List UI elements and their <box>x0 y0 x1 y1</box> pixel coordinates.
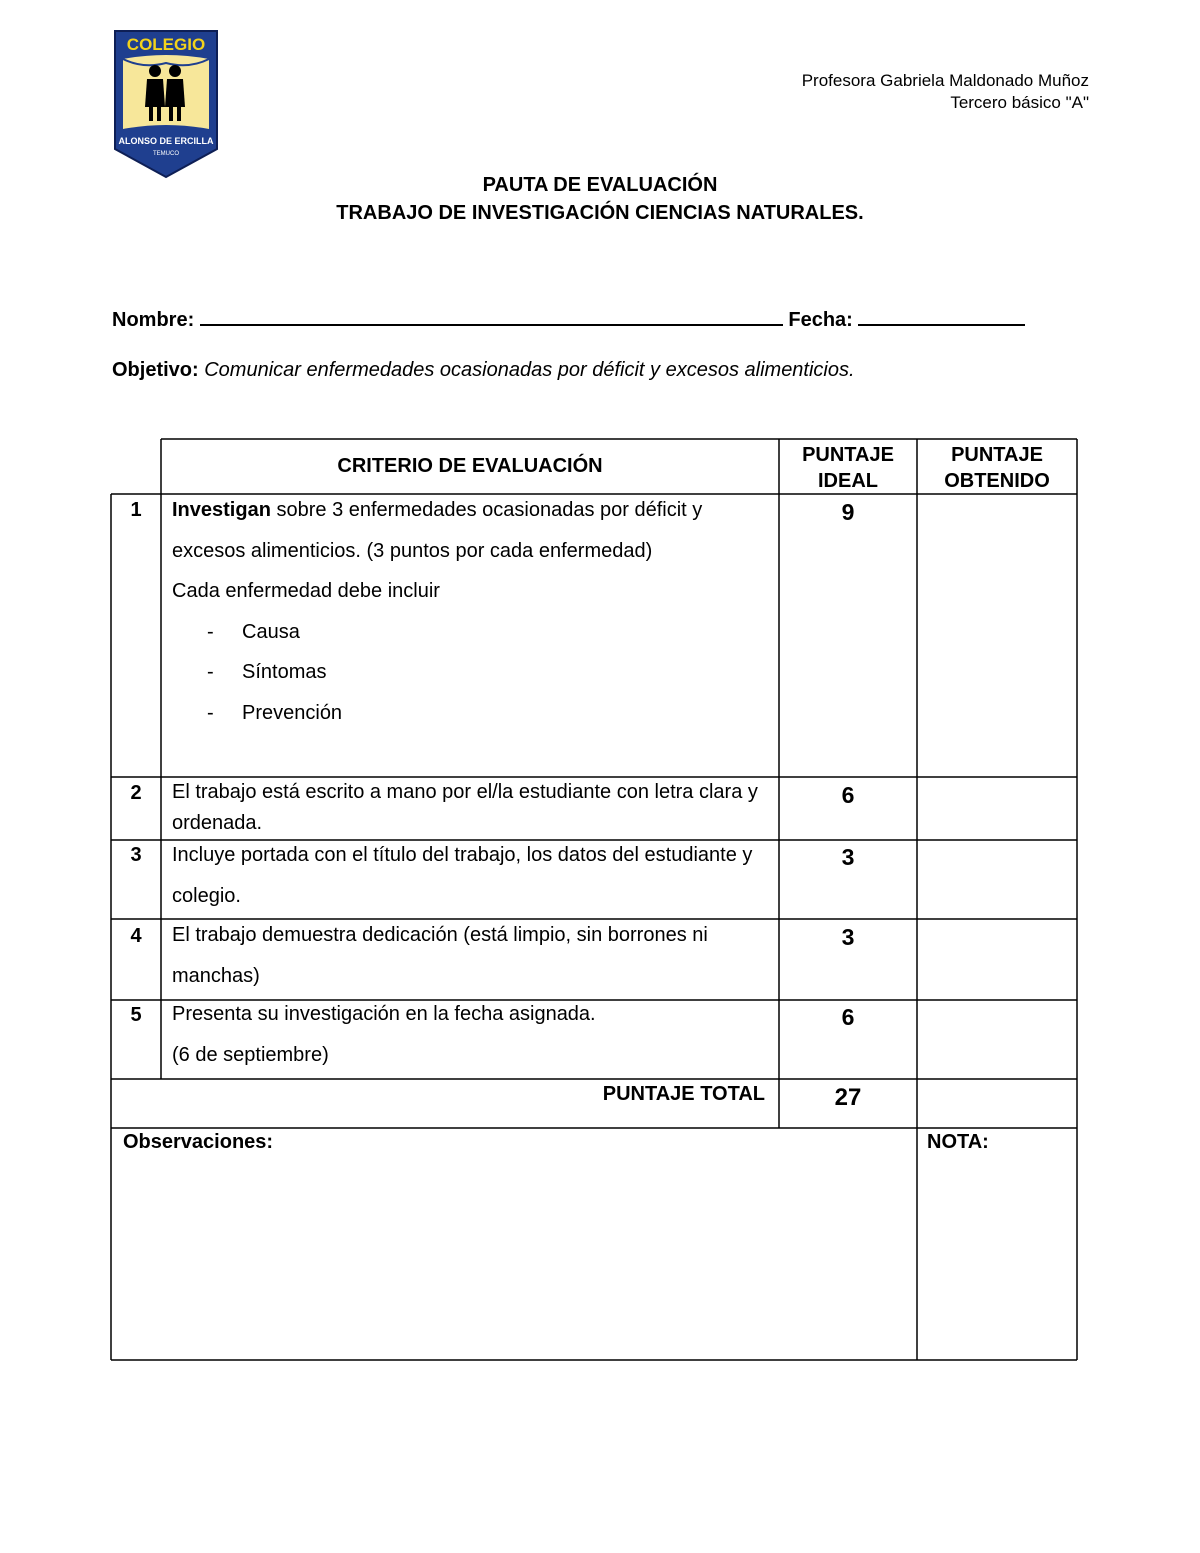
criterion-1-item-1: Causa <box>242 620 300 643</box>
ideal-score-3: 3 <box>841 844 855 870</box>
row-number: 1 <box>130 499 142 521</box>
course-name: Tercero básico "A" <box>950 93 1089 112</box>
obtained-score-4[interactable] <box>918 920 1076 999</box>
ideal-score-2: 6 <box>841 782 855 808</box>
objective-label: Objetivo: <box>112 359 199 381</box>
logo-city-text: TEMUCO <box>153 151 179 157</box>
teacher-name: Profesora Gabriela Maldonado Muñoz <box>801 71 1089 90</box>
criterion-1-item-3: Prevención <box>242 701 343 724</box>
ideal-score-5: 6 <box>841 1004 855 1030</box>
ideal-score-1: 9 <box>841 499 855 525</box>
total-value: 27 <box>834 1084 862 1111</box>
criterion-1-bold: Investigan <box>172 499 271 521</box>
obtained-score-5[interactable] <box>918 1001 1076 1078</box>
objective-text: Comunicar enfermedades ocasionadas por déficit y excesos alimenticios. <box>204 359 855 381</box>
header-ideal: PUNTAJE IDEAL <box>802 444 894 492</box>
grade-area[interactable] <box>918 1160 1076 1359</box>
criterion-1 <box>172 490 772 733</box>
observations-area[interactable] <box>112 1160 916 1359</box>
obtained-score-3[interactable] <box>918 841 1076 918</box>
criterion-5 <box>172 994 772 1075</box>
criterion-1-text: sobre 3 enfermedades ocasionadas por déficit y excesos alimenticios. (3 puntos por cada enfermedad) <box>172 499 703 562</box>
title-line-1: PAUTA DE EVALUACIÓN <box>482 174 718 196</box>
criterion-4: El trabajo demuestra dedicación (está limpio, sin borrones ni manchas) <box>172 924 708 987</box>
obtained-total-cell[interactable] <box>918 1080 1076 1127</box>
title-line-2: TRABAJO DE INVESTIGACIÓN CIENCIAS NATURALES. <box>336 202 864 224</box>
obtained-score-2[interactable] <box>918 778 1076 839</box>
criterion-3: Incluye portada con el título del trabajo, los datos del estudiante y colegio. <box>172 844 753 907</box>
logo-top-text: COLEGIO <box>126 35 206 54</box>
row-number: 4 <box>130 925 142 947</box>
list-item: - Prevención <box>207 701 343 724</box>
obtained-score-1[interactable] <box>918 495 1076 776</box>
logo-bottom-text: ALONSO DE ERCILLA <box>118 136 214 146</box>
name-label: Nombre: <box>112 309 195 331</box>
ideal-score-4: 3 <box>841 924 855 950</box>
header-obtained: PUNTAJE OBTENIDO <box>944 444 1050 492</box>
row-number: 3 <box>130 844 142 866</box>
criterion-1-item-2: Síntomas <box>242 661 327 683</box>
criterion-5-text: Presenta su investigación en la fecha asignada. <box>172 1003 596 1025</box>
criterion-2: El trabajo está escrito a mano por el/la estudiante con letra clara y ordenada. <box>172 781 758 834</box>
row-number: 5 <box>130 1004 142 1026</box>
total-label: PUNTAJE TOTAL <box>602 1083 765 1105</box>
observations-label: Observaciones: <box>123 1131 274 1153</box>
list-item: - Síntomas <box>207 661 327 683</box>
list-item: - Causa <box>207 620 300 643</box>
row-number: 2 <box>130 782 142 804</box>
criterion-1-sub: Cada enfermedad debe incluir <box>172 580 440 602</box>
grade-label: NOTA: <box>927 1131 989 1153</box>
date-label: Fecha: <box>788 309 853 331</box>
criterion-5-text-2: (6 de septiembre) <box>172 1043 329 1066</box>
header-criterion: CRITERIO DE EVALUACIÓN <box>337 455 603 477</box>
